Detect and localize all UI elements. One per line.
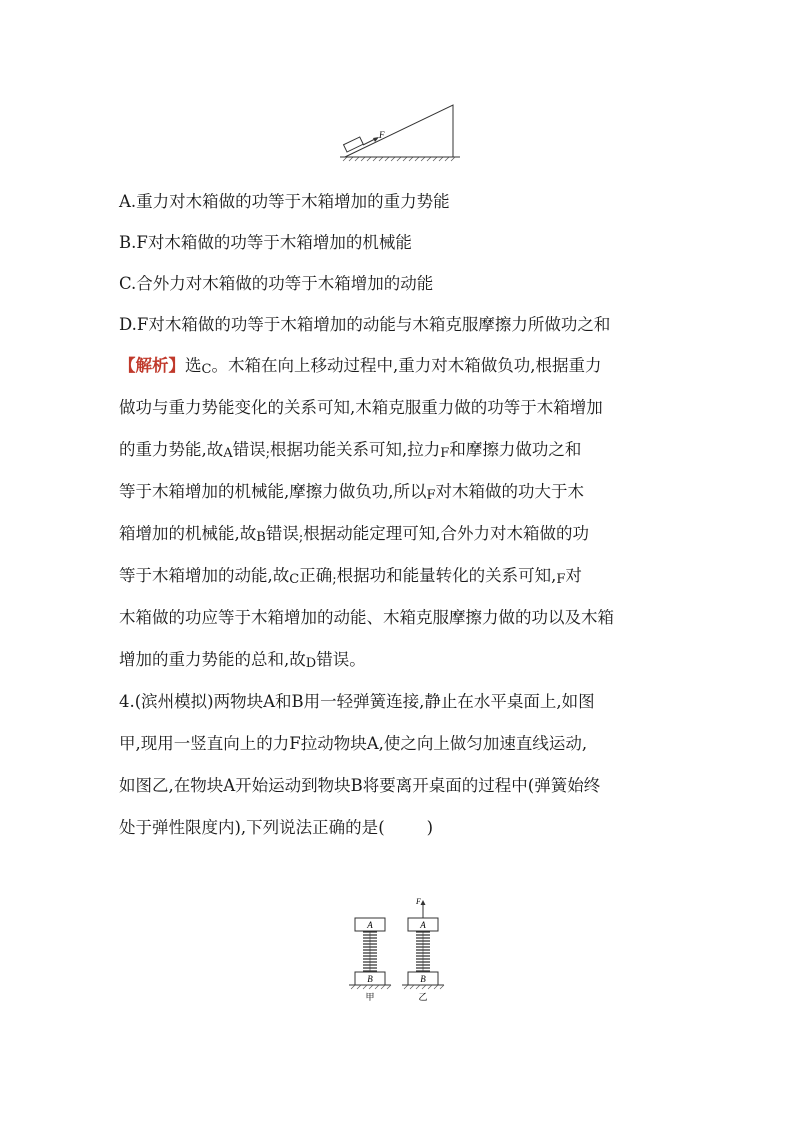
svg-text:A: A — [420, 920, 426, 930]
ground-hatch — [343, 157, 455, 161]
spring-blocks-figure — [345, 892, 445, 1004]
question4-line-1: 4.(滨州模拟)两物块A和B用一轻弹簧连接,静止在水平桌面上,如图 — [119, 692, 595, 711]
analysis-line-5: 箱增加的机械能,故B错误;根据动能定理可知,合外力对木箱做的功 — [119, 524, 589, 545]
option-b: B.F对木箱做的功等于木箱增加的机械能 — [119, 233, 412, 252]
option-a: A.重力对木箱做的功等于木箱增加的重力势能 — [119, 192, 450, 211]
label-yi: 乙 — [418, 993, 428, 1003]
incline-figure — [335, 100, 465, 168]
analysis-line-3: 的重力势能,故A错误;根据功能关系可知,拉力F和摩擦力做功之和 — [119, 440, 582, 461]
force-label: F — [379, 130, 385, 140]
analysis-line-8: 增加的重力势能的总和,故D错误。 — [119, 650, 366, 671]
answer-blank: ( ) — [378, 818, 434, 837]
svg-text:B: B — [367, 974, 373, 984]
question4-line-4: 处于弹性限度内),下列说法正确的是( ) — [119, 818, 434, 837]
analysis-line-7: 木箱做的功应等于木箱增加的动能、木箱克服摩擦力做的功以及木箱 — [119, 608, 614, 627]
svg-text:A: A — [367, 920, 373, 930]
question4-line-3: 如图乙,在物块A开始运动到物块B将要离开桌面的过程中(弹簧始终 — [119, 776, 601, 795]
analysis-line-6: 等于木箱增加的动能,故C正确;根据功和能量转化的关系可知,F对 — [119, 566, 582, 587]
question4-line-2: 甲,现用一竖直向上的力F拉动物块A,使之向上做匀加速直线运动, — [119, 734, 588, 753]
option-d: D.F对木箱做的功等于木箱增加的动能与木箱克服摩擦力所做功之和 — [119, 315, 611, 334]
label-jia: 甲 — [365, 993, 375, 1003]
analysis-line-4: 等于木箱增加的机械能,摩擦力做负功,所以F对木箱做的功大于木 — [119, 482, 585, 503]
analysis-line-1: 【解析】选C。木箱在向上移动过程中,重力对木箱做负功,根据重力 — [119, 356, 602, 377]
option-c: C.合外力对木箱做的功等于木箱增加的动能 — [119, 274, 434, 293]
incline-wedge — [345, 105, 453, 157]
analysis-tag: 【解析】 — [119, 356, 185, 375]
analysis-line-2: 做功与重力势能变化的关系可知,木箱克服重力做的功等于木箱增加 — [119, 398, 603, 417]
force-label-f: F — [416, 897, 421, 906]
svg-text:B: B — [420, 974, 426, 984]
